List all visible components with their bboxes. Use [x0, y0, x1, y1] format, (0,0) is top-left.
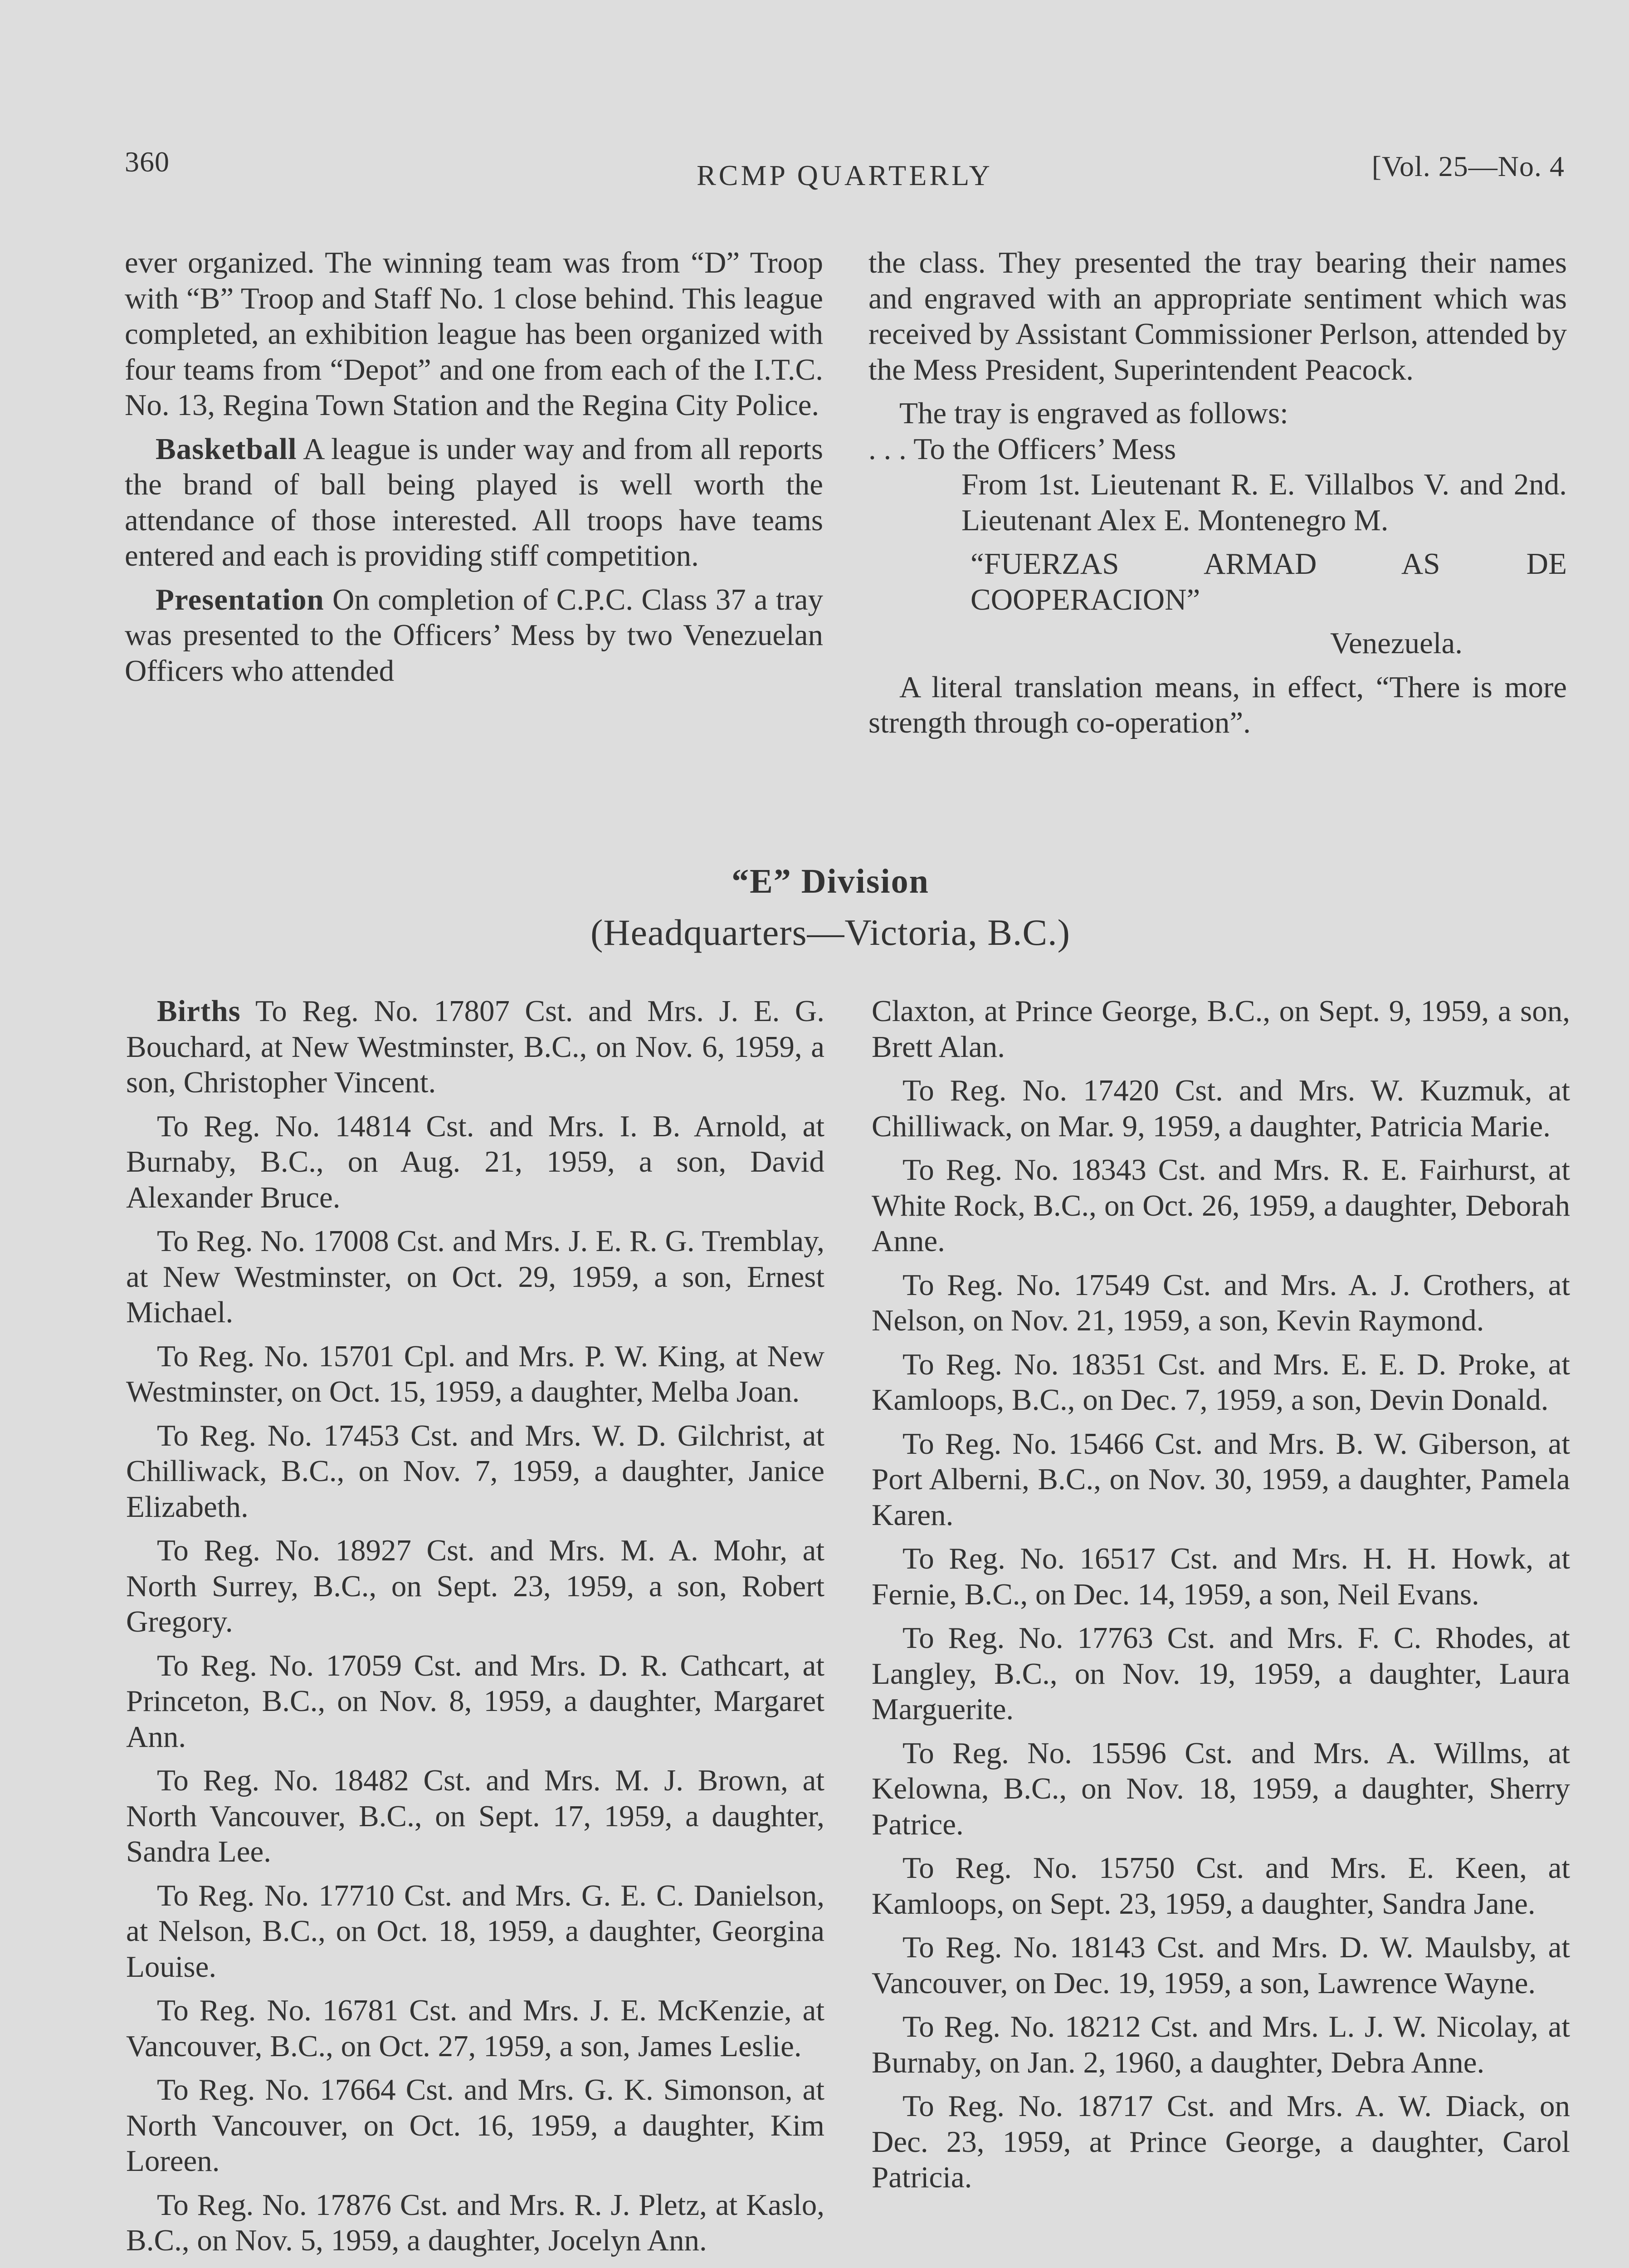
running-head [125, 145, 1565, 195]
birth-entry: To Reg. No. 15466 Cst. and Mrs. B. W. Giberson, at Port Alberni, B.C., on Nov. 30, 1959, a daughter, Pamela Karen. [872, 1427, 1570, 1532]
birth-entry: To Reg. No. 18927 Cst. and Mrs. M. A. Mohr, at North Surrey, B.C., on Sept. 23, 1959, a son, Robert Gregory. [126, 1534, 824, 1638]
birth-entry: To Reg. No. 17876 Cst. and Mrs. R. J. Pletz, at Kaslo, B.C., on Nov. 5, 1959, a daughter, Jocelyn Ann. [126, 2188, 824, 2257]
tray-line-officers: From 1st. Lieutenant R. E. Villalbos V. and 2nd. Lieutenant Alex E. Montenegro M. [961, 468, 1567, 537]
tray-line-motto: “FUERZAS ARMAD AS DE COOPERACION” [971, 547, 1567, 616]
division-heading [0, 862, 1629, 954]
birth-entry: To Reg. No. 15596 Cst. and Mrs. A. Willms, at Kelowna, B.C., on Nov. 18, 1959, a daughter, Sherry Patrice. [872, 1736, 1570, 1841]
birth-entry-text: To Reg. No. 17807 Cst. and Mrs. J. E. G. Bouchard, at New Westminster, B.C., on Nov. 6, 1959, a son, Christopher Vincent. [126, 994, 824, 1099]
paragraph-basketball [125, 431, 823, 574]
birth-entry: To Reg. No. 15750 Cst. and Mrs. E. Keen, at Kamloops, on Sept. 23, 1959, a daughter, Sandra Jane. [872, 1851, 1570, 1921]
division-title: “E” Division [732, 862, 929, 900]
birth-entry-continued: Claxton, at Prince George, B.C., on Sept. 9, 1959, a son, Brett Alan. [872, 994, 1570, 1064]
birth-entry: To Reg. No. 18482 Cst. and Mrs. M. J. Brown, at North Vancouver, B.C., on Sept. 17, 1959, a daughter, Sandra Lee. [126, 1764, 824, 1868]
volume-issue: [Vol. 25—No. 4 [1371, 150, 1565, 182]
birth-entry: To Reg. No. 17664 Cst. and Mrs. G. K. Simonson, at North Vancouver, on Oct. 16, 1959, a daughter, Kim Loreen. [126, 2073, 824, 2178]
births-heading: Births [157, 994, 241, 1028]
birth-entry: To Reg. No. 17059 Cst. and Mrs. D. R. Cathcart, at Princeton, B.C., on Nov. 8, 1959, a daughter, Margaret Ann. [126, 1648, 824, 1754]
paragraph-presentation [125, 582, 823, 689]
page-number: 360 [125, 146, 170, 178]
birth-entry: To Reg. No. 18351 Cst. and Mrs. E. E. D. Proke, at Kamloops, B.C., on Dec. 7, 1959, a son, Devin Donald. [872, 1347, 1570, 1417]
top-right-column [868, 245, 1567, 749]
birth-entry [126, 993, 824, 1100]
presentation-heading: Presentation [156, 582, 324, 616]
paragraph-engraving-intro: The tray is engraved as follows: [899, 396, 1288, 430]
birth-entry: To Reg. No. 18717 Cst. and Mrs. A. W. Diack, on Dec. 23, 1959, at Prince George, a daughter, Carol Patricia. [872, 2089, 1570, 2194]
presentation-text: On completion of C.P.C. Class 37 a tray was presented to the Officers’ Mess by two Venezuelan Officers who attended [125, 582, 823, 688]
paragraph-tray-presentation: the class. They presented the tray bearing their names and engraved with an appropriate sentiment which was received by Assistant Commissioner Perlson, attended by the Mess President, Superintendent Peacock. [868, 246, 1567, 386]
basketball-heading: Basketball [156, 432, 297, 466]
tray-line-mess: . . . To the Officers’ Mess [868, 432, 1176, 466]
birth-entry: To Reg. No. 14814 Cst. and Mrs. I. B. Arnold, at Burnaby, B.C., on Aug. 21, 1959, a son, David Alexander Bruce. [126, 1109, 824, 1214]
birth-entry [126, 2267, 824, 2268]
tray-engraving [868, 431, 1567, 661]
births-right-column [872, 993, 1570, 2204]
birth-entry: To Reg. No. 16517 Cst. and Mrs. H. H. Howk, at Fernie, B.C., on Dec. 14, 1959, a son, Neil Evans. [872, 1542, 1570, 1611]
birth-entry: To Reg. No. 17710 Cst. and Mrs. G. E. C. Danielson, at Nelson, B.C., on Oct. 18, 1959, a daughter, Georgina Louise. [126, 1878, 824, 1984]
birth-entry: To Reg. No. 17763 Cst. and Mrs. F. C. Rhodes, at Langley, B.C., on Nov. 19, 1959, a daughter, Laura Marguerite. [872, 1621, 1570, 1726]
basketball-text: A league is under way and from all reports the brand of ball being played is well worth the attendance of those interested. All troops have teams entered and each is providing stiff competition. [125, 432, 823, 572]
paragraph-translation: A literal translation means, in effect, “There is more strength through co-operation”. [868, 670, 1567, 739]
division-subtitle: (Headquarters—Victoria, B.C.) [590, 912, 1070, 953]
birth-entry: To Reg. No. 17420 Cst. and Mrs. W. Kuzmuk, at Chilliwack, on Mar. 9, 1959, a daughter, Patricia Marie. [872, 1074, 1570, 1143]
births-left-column [126, 993, 824, 2268]
birth-entry: To Reg. No. 17453 Cst. and Mrs. W. D. Gilchrist, at Chilliwack, B.C., on Nov. 7, 1959, a daughter, Janice Elizabeth. [126, 1418, 824, 1524]
journal-title: RCMP QUARTERLY [697, 159, 993, 191]
birth-entry: To Reg. No. 17008 Cst. and Mrs. J. E. R. G. Tremblay, at New Westminster, on Oct. 29, 1959, a son, Ernest Michael. [126, 1224, 824, 1329]
birth-entry: To Reg. No. 18212 Cst. and Mrs. L. J. W. Nicolay, at Burnaby, on Jan. 2, 1960, a daughter, Debra Anne. [872, 2010, 1570, 2079]
paragraph-league: ever organized. The winning team was from “D” Troop with “B” Troop and Staff No. 1 close behind. This league completed, an exhibition league has been organized with four teams from “Depot” and one from each of the I.T.C. No. 13, Regina Town Station and the Regina City Police. [125, 246, 823, 422]
top-left-column [125, 245, 823, 697]
tray-line-country: Venezuela. [1330, 626, 1463, 660]
birth-entry: To Reg. No. 18143 Cst. and Mrs. D. W. Maulsby, at Vancouver, on Dec. 19, 1959, a son, Lawrence Wayne. [872, 1931, 1570, 2000]
birth-entry: To Reg. No. 18343 Cst. and Mrs. R. E. Fairhurst, at White Rock, B.C., on Oct. 26, 1959, a daughter, Deborah Anne. [872, 1153, 1570, 1258]
birth-entry: To Reg. No. 16781 Cst. and Mrs. J. E. McKenzie, at Vancouver, B.C., on Oct. 27, 1959, a son, James Leslie. [126, 1994, 824, 2063]
birth-entry: To Reg. No. 17549 Cst. and Mrs. A. J. Crothers, at Nelson, on Nov. 21, 1959, a son, Kevin Raymond. [872, 1268, 1570, 1337]
birth-entry: To Reg. No. 15701 Cpl. and Mrs. P. W. King, at New Westminster, on Oct. 15, 1959, a daughter, Melba Joan. [126, 1339, 824, 1408]
